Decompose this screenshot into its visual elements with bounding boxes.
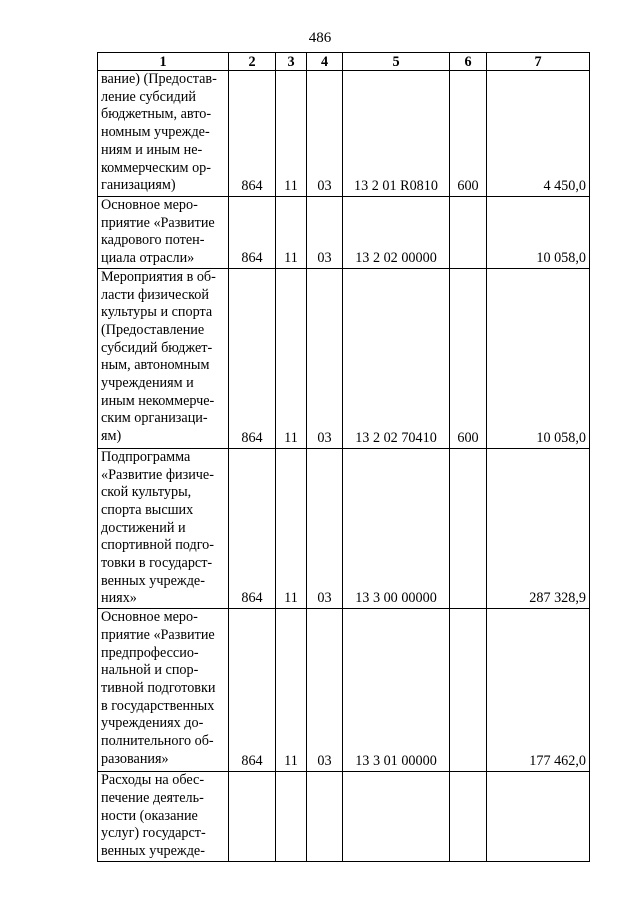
- amount: 10 058,0: [487, 268, 590, 448]
- amount: 177 462,0: [487, 609, 590, 772]
- table-row: [98, 448, 590, 608]
- code-subsection: 03: [307, 448, 343, 608]
- code-subsection: 03: [307, 268, 343, 448]
- code-section: 11: [276, 268, 307, 448]
- code-target: 13 2 02 00000: [343, 197, 450, 269]
- table-row: [98, 197, 590, 269]
- code-subsection: 03: [307, 197, 343, 269]
- item-name: Расходы на обес- печение деятель- ности (оказание услуг) государст- венных учрежде-: [98, 772, 229, 862]
- amount: [487, 772, 590, 862]
- code-section: 11: [276, 609, 307, 772]
- header-col-7: 7: [487, 53, 590, 71]
- header-col-3: 3: [276, 53, 307, 71]
- code-expense-type: [450, 197, 487, 269]
- code-subsection: [307, 772, 343, 862]
- code-section: 11: [276, 448, 307, 608]
- item-name: Основное меро- приятие «Развитие кадрового потен- циала отрасли»: [98, 197, 229, 269]
- code-ministry: [229, 772, 276, 862]
- page-number: 486: [308, 30, 332, 46]
- item-name: вание) (Предостав- ление субсидий бюджетным, авто- номным учрежде- ниям и иным не- коммерческим ор- ганизациям): [98, 71, 229, 197]
- amount: 287 328,9: [487, 448, 590, 608]
- amount: 4 450,0: [487, 71, 590, 197]
- code-target: 13 3 01 00000: [343, 609, 450, 772]
- code-ministry: 864: [229, 268, 276, 448]
- code-expense-type: 600: [450, 268, 487, 448]
- table-row: [98, 772, 590, 862]
- item-name: Мероприятия в об- ласти физической культуры и спорта (Предоставление субсидий бюджет- ным, автономным учреждениям и иным некоммерче- ским организаци- ям): [98, 268, 229, 448]
- code-subsection: 03: [307, 71, 343, 197]
- budget-table: [97, 52, 590, 862]
- header-col-5: 5: [343, 53, 450, 71]
- code-target: 13 3 00 00000: [343, 448, 450, 608]
- code-target: 13 2 01 R0810: [343, 71, 450, 197]
- code-ministry: 864: [229, 448, 276, 608]
- code-expense-type: [450, 448, 487, 608]
- item-name: Подпрограмма «Развитие физиче- ской культуры, спорта высших достижений и спортивной подго- товки в государст- венных учрежде- ниях»: [98, 448, 229, 608]
- header-col-2: 2: [229, 53, 276, 71]
- table-row: [98, 268, 590, 448]
- code-target: [343, 772, 450, 862]
- code-ministry: 864: [229, 609, 276, 772]
- amount: 10 058,0: [487, 197, 590, 269]
- code-target: 13 2 02 70410: [343, 268, 450, 448]
- header-col-6: 6: [450, 53, 487, 71]
- item-name: Основное меро- приятие «Развитие предпрофессио- нальной и спор- тивной подготовки в государственных учреждениях до- полнительного об- разования»: [98, 609, 229, 772]
- code-section: 11: [276, 71, 307, 197]
- header-col-4: 4: [307, 53, 343, 71]
- code-expense-type: [450, 609, 487, 772]
- code-expense-type: [450, 772, 487, 862]
- code-subsection: 03: [307, 609, 343, 772]
- table-row: [98, 71, 590, 197]
- header-row: [98, 53, 590, 71]
- code-ministry: 864: [229, 71, 276, 197]
- code-ministry: 864: [229, 197, 276, 269]
- code-section: 11: [276, 197, 307, 269]
- code-section: [276, 772, 307, 862]
- header-col-1: 1: [98, 53, 229, 71]
- code-expense-type: 600: [450, 71, 487, 197]
- table-row: [98, 609, 590, 772]
